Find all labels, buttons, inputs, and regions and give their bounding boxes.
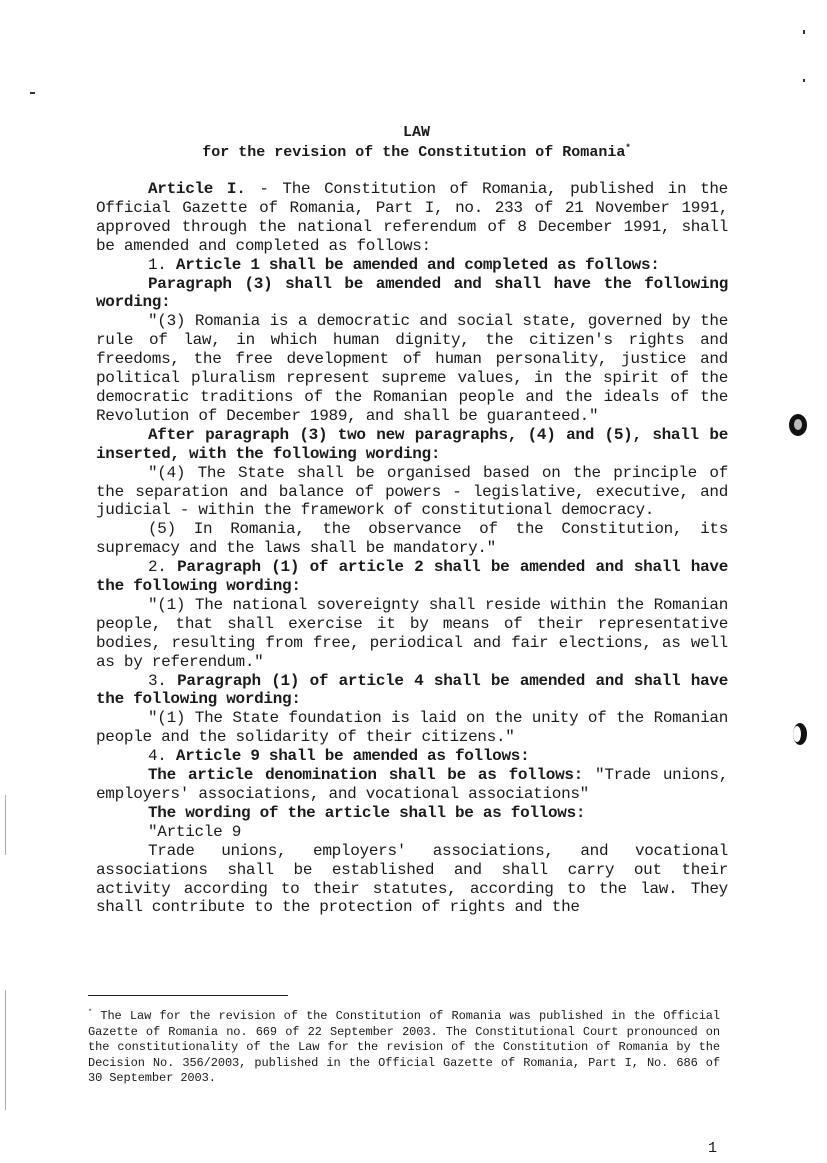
footnote-marker: * bbox=[625, 143, 631, 153]
punch-hole-mark bbox=[789, 414, 807, 436]
scan-speck bbox=[30, 92, 35, 94]
paragraph-2-1: "(1) The national sovereignty shall reside within the Romanian people, that shall exercise it by means of their representative bodies, resulting from free, periodical and fair elections, as well as by referendum." bbox=[96, 595, 728, 671]
article-intro-text: - The Constitution of Romania, published in the Official Gazette of Romania, Part I, no. 233 of 21 November 1991, approved through the national referendum of 8 December 1991, shall be amended and completed as follows: bbox=[96, 180, 728, 255]
item-2-heading: Paragraph (1) of article 2 shall be amended and shall have the following wording: bbox=[96, 558, 729, 596]
law-title: LAW bbox=[402, 124, 430, 141]
footnote-divider bbox=[88, 995, 288, 996]
item-4-heading: Article 9 shall be amended as follows: bbox=[175, 747, 530, 766]
paragraph-1-5: (5) In Romania, the observance of the Constitution, its supremacy and the laws shall be mandatory." bbox=[96, 520, 728, 558]
item-1-after-heading: After paragraph (3) two new paragraphs, (4) and (5), shall be inserted, with the following wording: bbox=[96, 425, 728, 463]
footnote bbox=[88, 1006, 720, 1087]
article-9-heading: "Article 9 bbox=[148, 822, 242, 841]
paragraph-1-4: "(4) The State shall be organised based on the principle of the separation and balance of powers - legislative, executive, and judicial - within the framework of constitutional democracy. bbox=[96, 463, 728, 520]
document-body bbox=[96, 180, 728, 917]
item-1-sub-heading: Paragraph (3) shall be amended and shall have the following wording: bbox=[96, 274, 728, 312]
item-3-heading: Paragraph (1) of article 4 shall be amended and shall have the following wording: bbox=[96, 671, 729, 709]
item-4-denomination-text: "Trade unions, employers' associations, and vocational associations" bbox=[96, 766, 728, 803]
article-9-text: Trade unions, employers' associations, and vocational associations shall be established and shall carry out their activity according to their statutes, according to the law. They shall contribute to the protection of rights and the bbox=[96, 841, 728, 917]
item-4-wording bbox=[96, 804, 728, 823]
item-2 bbox=[96, 558, 728, 596]
item-3-number: 3. bbox=[148, 671, 178, 690]
item-1-sub bbox=[96, 275, 728, 313]
item-3 bbox=[96, 672, 728, 710]
item-1 bbox=[96, 256, 728, 275]
article-intro bbox=[96, 180, 728, 256]
footnote-text: The Law for the revision of the Constitution of Romania was published in the Official Gazette of Romania no. 669 of 22 September 2003. The Constitutional Court pronounced on the constitutionality of the Law for the revision of the Constitution of Romania by the Decision No. 356/2003, published in the Official Gazette of Romania, Part I, No. 686 of 30 September 2003. bbox=[88, 1009, 720, 1086]
law-subtitle bbox=[3, 143, 827, 161]
item-4-wording-heading: The wording of the article shall be as follows: bbox=[148, 803, 586, 822]
item-1-heading: Article 1 shall be amended and completed as follows: bbox=[175, 255, 660, 274]
scan-speck bbox=[803, 79, 805, 82]
item-4-denomination-lead: The article denomination shall be as follows: bbox=[148, 766, 583, 785]
footnote-mark: * bbox=[88, 1009, 93, 1017]
scan-edge-line bbox=[5, 795, 6, 855]
paragraph-3-1: "(1) The State foundation is laid on the unity of the Romanian people and the solidarity of their citizens." bbox=[96, 709, 728, 747]
scan-edge-line bbox=[5, 990, 6, 1110]
item-1-after bbox=[96, 426, 728, 464]
item-4 bbox=[96, 747, 728, 766]
paragraph-1-3: "(3) Romania is a democratic and social state, governed by the rule of law, in which human dignity, the citizen's rights and freedoms, the free development of human personality, justice and political pluralism represent supreme values, in the spirit of the democratic traditions of the Romanian people and the ideals of the Revolution of December 1989, and shall be guaranteed." bbox=[96, 312, 728, 425]
article-lead: Article I. bbox=[148, 180, 246, 198]
item-4-denomination bbox=[96, 766, 728, 804]
item-2-number: 2. bbox=[148, 558, 178, 577]
punch-hole-mark bbox=[793, 723, 807, 745]
page-number: 1 bbox=[708, 1140, 718, 1157]
scan-speck bbox=[803, 30, 805, 34]
item-4-number: 4. bbox=[148, 747, 176, 766]
subtitle-text: for the revision of the Constitution of Romania bbox=[202, 144, 626, 161]
item-1-number: 1. bbox=[148, 255, 176, 274]
